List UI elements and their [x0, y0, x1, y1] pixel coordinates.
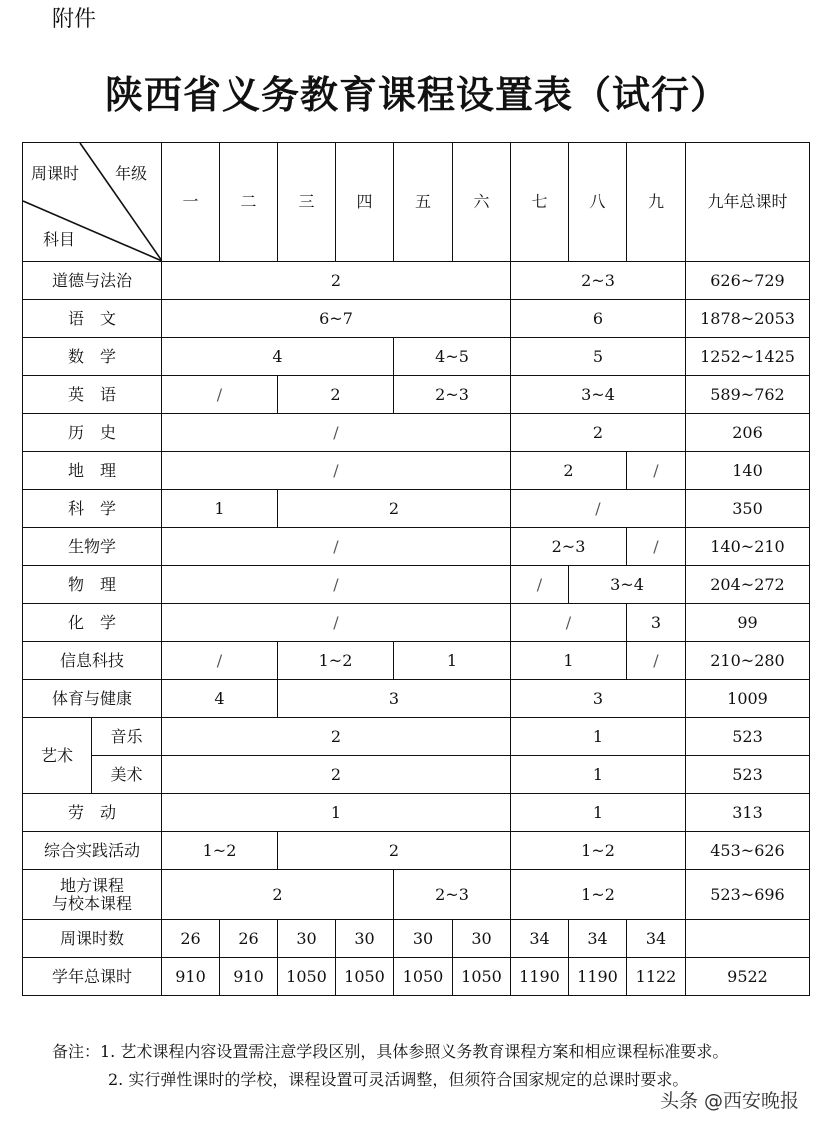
- table-row: [23, 794, 810, 832]
- hours-cell: 3~4: [511, 376, 686, 414]
- hours-cell: 1~2: [162, 832, 278, 870]
- hours-cell: 1: [511, 794, 686, 832]
- source-watermark: 头条 @西安晚报: [660, 1090, 800, 1112]
- subject-cell: [23, 870, 162, 920]
- hours-cell: /: [162, 452, 511, 490]
- hours-cell: /: [162, 376, 278, 414]
- subject-cell: 英 语: [23, 376, 162, 414]
- total-cell: 140~210: [686, 528, 810, 566]
- total-cell: 140: [686, 452, 810, 490]
- hours-cell: 3: [627, 604, 686, 642]
- grade-value-cell: 1122: [627, 958, 686, 996]
- total-cell: 523: [686, 718, 810, 756]
- table-row: [23, 642, 810, 680]
- hours-cell: 6: [511, 300, 686, 338]
- total-hours-header: 九年总课时: [686, 143, 810, 262]
- grade-header: 三: [278, 143, 336, 262]
- hours-cell: 6~7: [162, 300, 511, 338]
- total-cell: [686, 920, 810, 958]
- subject-cell: 科 学: [23, 490, 162, 528]
- hours-cell: 1: [162, 794, 511, 832]
- grade-value-cell: 26: [162, 920, 220, 958]
- table-row: [23, 490, 810, 528]
- table-row: [23, 680, 810, 718]
- table-row: [23, 414, 810, 452]
- hours-cell: 1~2: [511, 832, 686, 870]
- hours-cell: 2: [162, 262, 511, 300]
- hours-cell: 1: [511, 756, 686, 794]
- weekly-hours-row: [23, 920, 810, 958]
- hours-cell: /: [511, 566, 569, 604]
- grade-header: 八: [569, 143, 627, 262]
- hours-cell: 3: [278, 680, 511, 718]
- table-row: [23, 262, 810, 300]
- table-row: [23, 604, 810, 642]
- note-1: 备注：1. 艺术课程内容设置需注意学段区别，具体参照义务教育课程方案和相应课程标准要求。: [52, 1042, 729, 1061]
- total-cell: 523: [686, 756, 810, 794]
- subject-cell: 美术: [92, 756, 162, 794]
- arts-group-cell: 艺术: [23, 718, 92, 794]
- hours-cell: 2: [278, 490, 511, 528]
- subject-cell: 综合实践活动: [23, 832, 162, 870]
- hours-cell: 4: [162, 680, 278, 718]
- table-row: [23, 832, 810, 870]
- total-cell: 204~272: [686, 566, 810, 604]
- hours-cell: 2~3: [511, 262, 686, 300]
- grade-label: 年级: [115, 164, 148, 183]
- grade-value-cell: 30: [394, 920, 453, 958]
- hours-cell: 2: [511, 414, 686, 452]
- hours-cell: 2: [162, 870, 394, 920]
- table-row: [23, 528, 810, 566]
- table-row: [23, 566, 810, 604]
- total-cell: 1252~1425: [686, 338, 810, 376]
- total-cell: 523~696: [686, 870, 810, 920]
- attachment-label: 附件: [52, 7, 97, 32]
- grade-header: 四: [336, 143, 394, 262]
- table-row-fine-art: [23, 756, 810, 794]
- hours-cell: 1~2: [511, 870, 686, 920]
- header-row: [23, 143, 810, 262]
- subject-cell: 信息科技: [23, 642, 162, 680]
- table-row: [23, 300, 810, 338]
- grade-header: 六: [453, 143, 511, 262]
- subject-cell: 语 文: [23, 300, 162, 338]
- hours-cell: 1: [511, 718, 686, 756]
- subject-cell: 数 学: [23, 338, 162, 376]
- grade-value-cell: 910: [220, 958, 278, 996]
- grade-value-cell: 34: [569, 920, 627, 958]
- hours-cell: 1: [511, 642, 627, 680]
- total-cell: 9522: [686, 958, 810, 996]
- subject-line-1: 地方课程: [59, 875, 124, 895]
- subject-cell: 地 理: [23, 452, 162, 490]
- table-row: [23, 338, 810, 376]
- grade-value-cell: 30: [278, 920, 336, 958]
- subject-label: 科目: [43, 230, 76, 249]
- grade-header: 二: [220, 143, 278, 262]
- grade-value-cell: 910: [162, 958, 220, 996]
- hours-cell: 1: [394, 642, 511, 680]
- table-row-music: [23, 718, 810, 756]
- subject-cell: 道德与法治: [23, 262, 162, 300]
- hours-cell: 3: [511, 680, 686, 718]
- table-row: [23, 452, 810, 490]
- hours-cell: 3~4: [569, 566, 686, 604]
- subject-cell: 历 史: [23, 414, 162, 452]
- grade-value-cell: 26: [220, 920, 278, 958]
- hours-cell: 5: [511, 338, 686, 376]
- total-cell: 453~626: [686, 832, 810, 870]
- subject-cell: 音乐: [92, 718, 162, 756]
- hours-cell: /: [162, 642, 278, 680]
- grade-value-cell: 30: [453, 920, 511, 958]
- hours-cell: 2: [278, 832, 511, 870]
- corner-header-cell: [23, 143, 162, 262]
- subject-cell: 体育与健康: [23, 680, 162, 718]
- grade-header: 一: [162, 143, 220, 262]
- hours-cell: 1~2: [278, 642, 394, 680]
- hours-cell: 2: [162, 718, 511, 756]
- hours-cell: 2: [511, 452, 627, 490]
- table-row: [23, 870, 810, 920]
- subject-cell: 物 理: [23, 566, 162, 604]
- total-cell: 589~762: [686, 376, 810, 414]
- subject-cell: 化 学: [23, 604, 162, 642]
- row-label: 学年总课时: [23, 958, 162, 996]
- grade-value-cell: 1050: [278, 958, 336, 996]
- hours-cell: 2~3: [394, 376, 511, 414]
- grade-header: 七: [511, 143, 569, 262]
- hours-cell: 4: [162, 338, 394, 376]
- page-title: 陕西省义务教育课程设置表（试行）: [104, 73, 729, 117]
- annual-hours-row: [23, 958, 810, 996]
- subject-cell: 劳 动: [23, 794, 162, 832]
- total-cell: 1009: [686, 680, 810, 718]
- grade-value-cell: 34: [511, 920, 569, 958]
- hours-cell: 2: [278, 376, 394, 414]
- grade-value-cell: 1050: [394, 958, 453, 996]
- grade-header: 九: [627, 143, 686, 262]
- hours-cell: 2~3: [511, 528, 627, 566]
- grade-header: 五: [394, 143, 453, 262]
- grade-value-cell: 1050: [453, 958, 511, 996]
- hours-cell: /: [627, 452, 686, 490]
- hours-cell: /: [162, 566, 511, 604]
- hours-cell: /: [511, 490, 686, 528]
- total-cell: 350: [686, 490, 810, 528]
- hours-cell: 1: [162, 490, 278, 528]
- grade-value-cell: 30: [336, 920, 394, 958]
- row-label: 周课时数: [23, 920, 162, 958]
- total-cell: 210~280: [686, 642, 810, 680]
- hours-cell: /: [627, 642, 686, 680]
- hours-cell: 4~5: [394, 338, 511, 376]
- hours-cell: /: [511, 604, 627, 642]
- total-cell: 313: [686, 794, 810, 832]
- grade-value-cell: 1190: [569, 958, 627, 996]
- note-2: 2. 实行弹性课时的学校，课程设置可灵活调整，但须符合国家规定的总课时要求。: [108, 1070, 689, 1089]
- total-cell: 206: [686, 414, 810, 452]
- table-row: [23, 376, 810, 414]
- hours-cell: 2~3: [394, 870, 511, 920]
- subject-cell: 生物学: [23, 528, 162, 566]
- total-cell: 626~729: [686, 262, 810, 300]
- grade-value-cell: 1050: [336, 958, 394, 996]
- hours-cell: 2: [162, 756, 511, 794]
- curriculum-table: [22, 142, 810, 996]
- total-cell: 99: [686, 604, 810, 642]
- week-hours-label: 周课时: [31, 164, 80, 183]
- hours-cell: /: [627, 528, 686, 566]
- total-cell: 1878~2053: [686, 300, 810, 338]
- hours-cell: /: [162, 414, 511, 452]
- subject-line-2: 与校本课程: [51, 893, 132, 913]
- grade-value-cell: 1190: [511, 958, 569, 996]
- hours-cell: /: [162, 604, 511, 642]
- grade-value-cell: 34: [627, 920, 686, 958]
- hours-cell: /: [162, 528, 511, 566]
